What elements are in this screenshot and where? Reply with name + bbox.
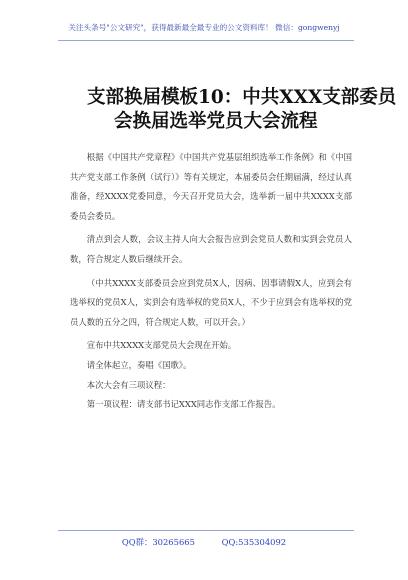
paragraph-agenda-intro: 本次大会有三项议程：	[86, 379, 171, 390]
title-line-2: 会换届选举党员大会流程	[114, 111, 318, 132]
paragraph-headcount: 清点到会人数，会议主持人向大会报告应到会党员人数和实到会党员人数，符合规定人数后继续开会。	[70, 234, 352, 264]
footer-divider	[58, 530, 354, 531]
paragraph-meeting-open: 宣布中共XXXX支部党员大会现在开始。	[86, 340, 237, 351]
document-body	[70, 148, 352, 415]
footer-qq-group: QQ群：30265665	[121, 537, 195, 547]
footer-qq-number: QQ:535304092	[221, 537, 287, 547]
header-divider	[58, 40, 354, 41]
paragraph-legal-basis: 根据《中国共产党章程》《中国共产党基层组织选举工作条例》和《中国共产党支部工作条例（试行）》等有关规定，本届委员会任期届满，经过认真准备，经XXXX党委同意，今天召开党员大会，选举新一届中共XXXX支部委员会委员。	[70, 152, 352, 221]
paragraph-agenda-item-1: 第一项议程：请支部书记XXX同志作支部工作报告。	[86, 399, 281, 410]
title-line-1: 支部换届模板10：中共XXX支部委员	[87, 87, 397, 108]
paragraph-attendance-report: （中共XXXX支部委员会应到党员X人，因病、因事请假X人，应到会有选举权的党员X人，实到会有选举权的党员X人，不少于应到会有选举权的党员人数的五分之四，符合规定人数，可以开会。）	[70, 277, 352, 327]
footer-contact	[0, 536, 408, 548]
header-note: 关注头条号"公文研究"，获得最新最全最专业的公文资料库！ 微信：gongwenyj	[68, 23, 340, 32]
paragraph-anthem: 请全体起立，奏唱《国歌》。	[86, 359, 192, 370]
